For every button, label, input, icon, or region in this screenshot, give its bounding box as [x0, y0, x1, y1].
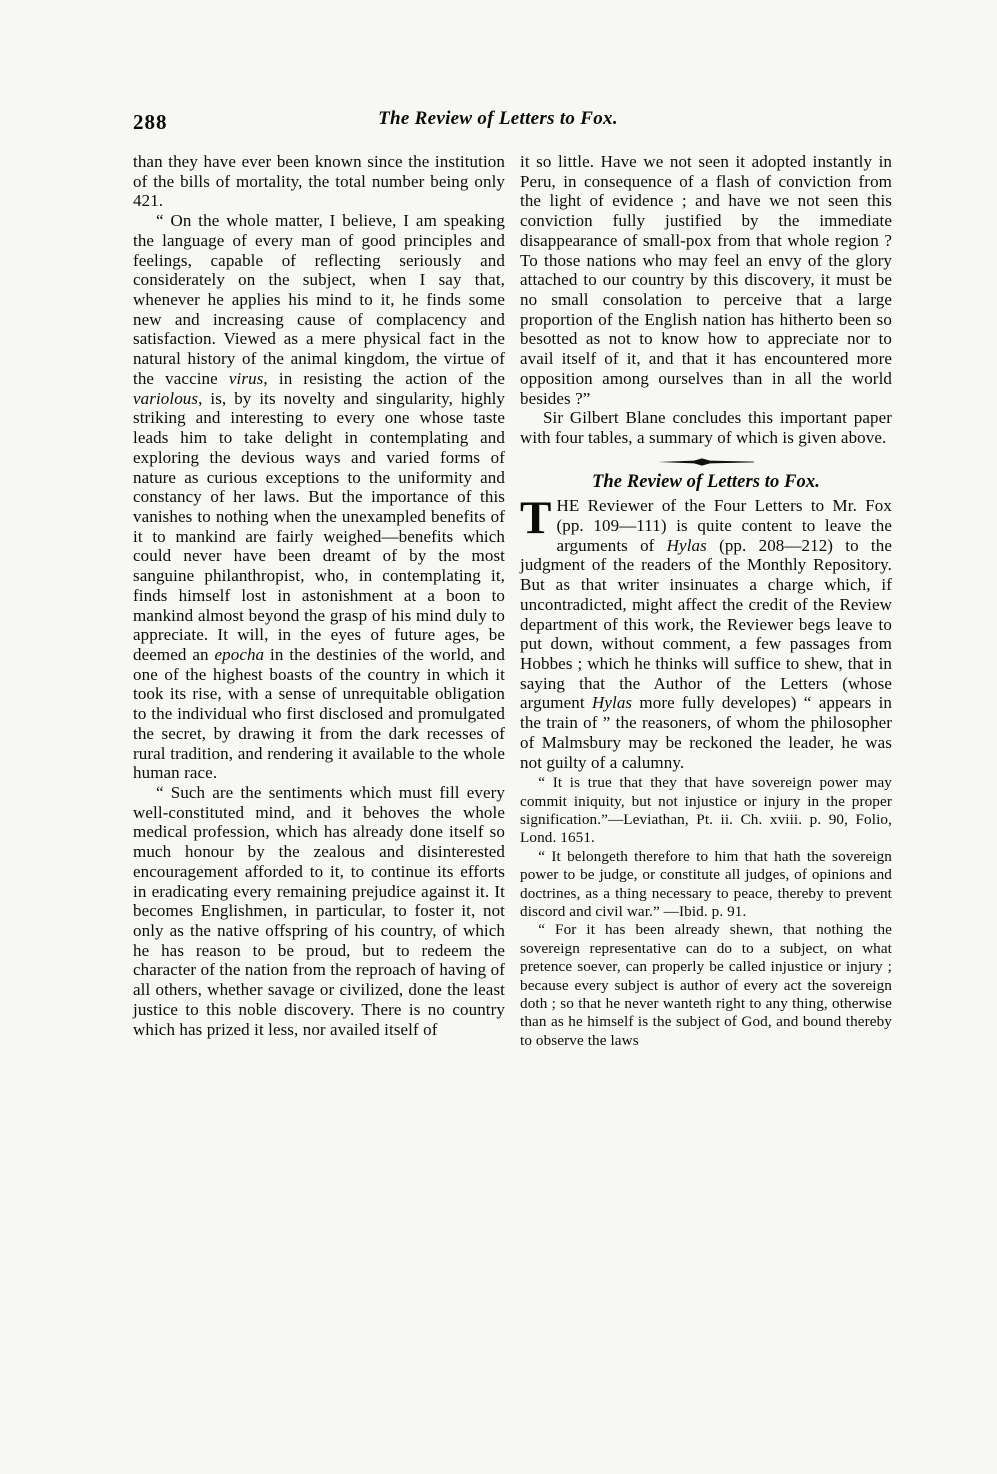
drop-cap: T	[520, 492, 552, 545]
paragraph: Sir Gilbert Blane concludes this important paper with four tables, a summary of which is given above.	[520, 408, 892, 448]
paragraph: “ Such are the sentiments which must fill every well-constituted mind, and it behoves the whole medical profession, which has already done itself so much honour by the zealous and disinterested encouragement afforded to it, to continue its efforts in eradicating every remaining prejudice against it. It becomes Englishmen, in particular, to foster it, not only as the native offspring of his country, of which he has reason to be proud, but to redeem the character of the nation from the reproach of having of all others, whether savage or civilized, done the least justice to this noble discovery. There is no country which has prized it less, nor availed itself of	[133, 783, 505, 1039]
text-columns	[133, 152, 893, 1050]
left-column	[133, 152, 505, 1050]
running-title: The Review of Letters to Fox.	[378, 108, 618, 129]
page-number: 288	[133, 110, 168, 134]
paragraph: “ On the whole matter, I believe, I am speaking the language of every man of good principles and feelings, capable of reflecting seriously and considerately on the subject, when I say that, whenever he applies his mind to it, he finds some new and increasing cause of complacency and satisfaction. Viewed as a mere physical fact in the natural history of the animal kingdom, the virtue of the vaccine virus, in resisting the action of the variolous, is, by its novelty and singularity, highly striking and interesting to every one whose taste leads him to take delight in contemplating and exploring the devious ways and varied forms of nature as curious exceptions to the uniformity and constancy of her laws. But the importance of this vanishes to nothing when the unexampled benefits of it to mankind are fairly weighed—benefits which could never have been dreamt of by the most sanguine philanthropist, who, in contemplating it, finds himself lost in astonishment at a boon to mankind almost beyond the grasp of his mind duly to appreciate. It will, in the eyes of future ages, be deemed an epocha in the destinies of the world, and one of the highest boasts of the country in which it took its rise, with a sense of unrequitable obligation to the individual who first disclosed and promulgated the secret, by drawing it from the dark recesses of rural tradition, and rendering it available to the whole human race.	[133, 211, 506, 783]
article-opening-text: HE Reviewer of the Four Letters to Mr. Fox (pp. 109—111) is quite content to leave the arguments of Hylas (pp. 208—212) to the judgment of the readers of the Monthly Repository. But as that writer insinuates a charge which, if uncontradicted, might affect the credit of the Review department of this work, the Reviewer begs leave to put down, without comment, a few passages from Hobbes ; which he thinks will suffice to shew, that in saying that the Author of the Letters (whose argument Hylas more fully developes) “ appears in the train of ” the reasoners, of whom the philosopher of Malmsbury may be reckoned the leader, he was not guilty of a calumny.	[520, 496, 892, 772]
section-divider	[520, 448, 892, 472]
right-column	[520, 152, 892, 1050]
article-title: The Review of Letters to Fox.	[592, 471, 820, 492]
paragraph-continuation: than they have ever been known since the institution of the bills of mortality, the total number being only 421.	[133, 152, 505, 211]
hobbes-quotes	[520, 774, 892, 1050]
page-header	[133, 108, 893, 142]
scanned-page	[133, 108, 893, 1050]
paragraph-continuation: it so little. Have we not seen it adopted instantly in Peru, in consequence of a flash of conviction from the light of evidence ; and have we not seen this conviction fully justified by the immediate disappearance of small-pox from that whole region ? To those nations who may feel an envy of the glory attached to our country by this discovery, it must be no small consolation to perceive that a large proportion of the English nation has hitherto been so besotted as not to know how to appreciate nor to avail itself of it, and that it has encountered more opposition among ourselves than in all the world besides ?”	[520, 152, 892, 408]
quote-paragraph: “ It belongeth therefore to him that hath the sovereign power to be judge, or constitute all judges, of opinions and doctrines, as a thing necessary to peace, thereby to prevent discord and civil war.” —Ibid. p. 91.	[520, 847, 892, 921]
divider-ornament-icon	[658, 457, 754, 467]
quote-paragraph: “ It is true that they that have sovereign power may commit iniquity, but not injustice or injury in the proper signification.”—Leviathan, Pt. ii. Ch. xviii. p. 90, Folio, Lond. 1651.	[520, 774, 892, 847]
article-opening-paragraph	[520, 492, 892, 772]
quote-paragraph: “ For it has been already shewn, that nothing the sovereign representative can do to a subject, on what pretence soever, can properly be called injustice or injury ; because every subject is author of every act the sovereign doth ; so that he never wanteth right to any thing, otherwise than as he himself is the subject of God, and bound thereby to observe the laws	[520, 921, 892, 1049]
